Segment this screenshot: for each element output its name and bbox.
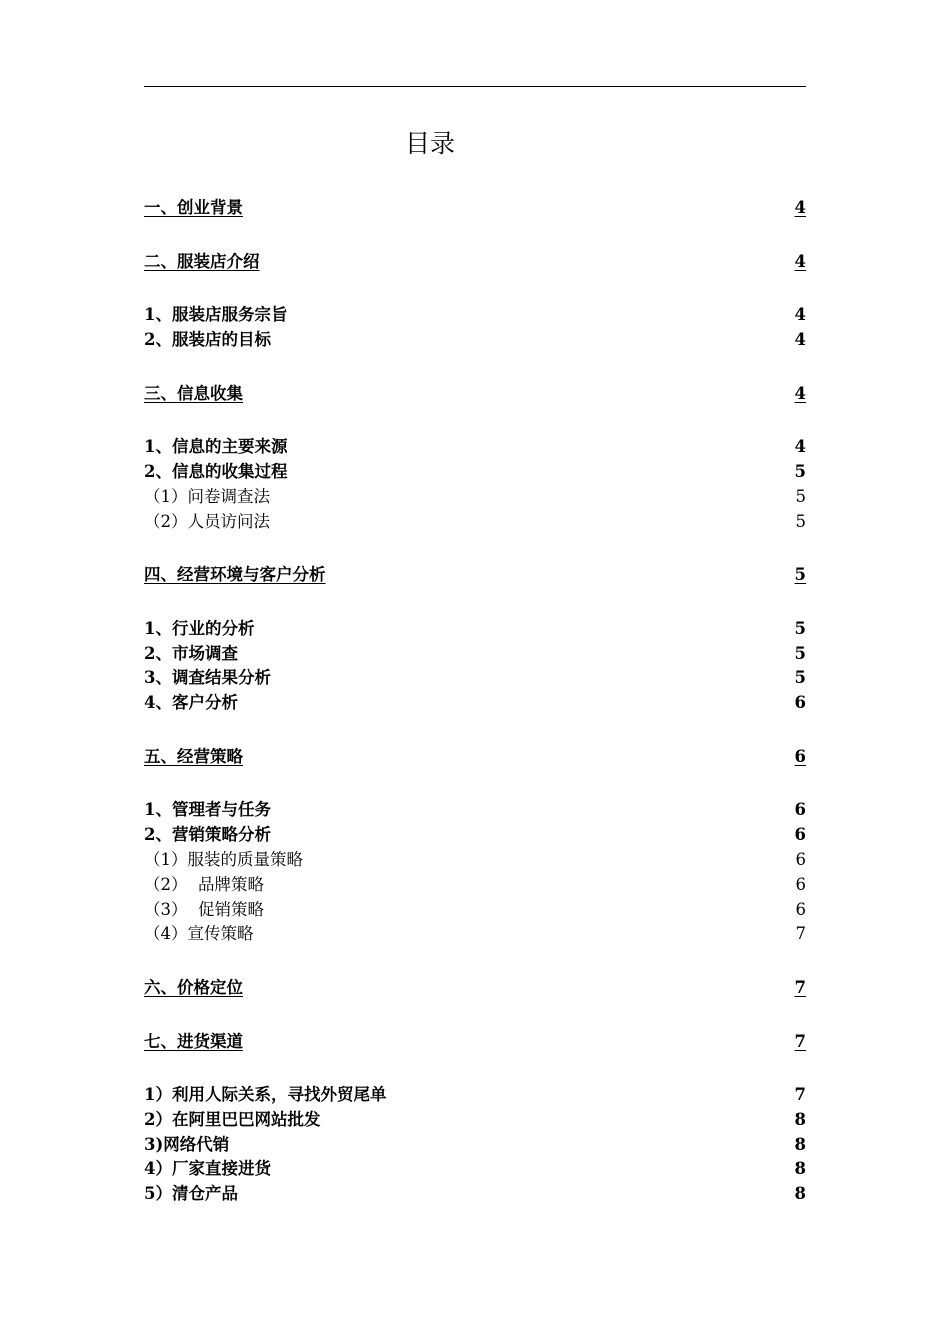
toc-entry-page: 4 [794,383,806,403]
toc-entry-text: （2） 品牌策略 [144,874,264,894]
toc-entry-text: （1）服装的质量策略 [144,849,303,869]
toc-entry-text: 1、行业的分析 [144,618,255,638]
toc-entry-text: 2、营销策略分析 [144,825,271,845]
toc-entry-text: 七、进货渠道 [144,1031,243,1051]
toc-gap [144,221,806,250]
toc-entry[interactable] [144,666,806,691]
toc-entry[interactable] [144,328,806,353]
toc-entry-page: 4 [794,305,806,325]
toc-entry[interactable] [144,745,806,770]
toc-entry-page: 8 [794,1184,806,1204]
toc-entry[interactable] [144,976,806,1001]
toc-entry[interactable] [144,510,806,535]
toc-gap [144,353,806,382]
toc-entry[interactable] [144,250,806,275]
table-of-contents [144,196,806,1207]
toc-entry-page: 8 [794,1134,806,1154]
toc-entry-text: 三、信息收集 [144,383,243,403]
toc-entry-text: 1、服装店服务宗旨 [144,305,288,325]
toc-entry[interactable] [144,848,806,873]
toc-entry[interactable] [144,1083,806,1108]
toc-gap [144,770,806,799]
toc-entry[interactable] [144,563,806,588]
toc-entry-page: 5 [794,643,806,663]
toc-gap [144,406,806,435]
toc-entry-text: 2）在阿里巴巴网站批发 [144,1109,321,1129]
toc-entry-page: 6 [795,874,806,894]
toc-entry-text: 2、服装店的目标 [144,329,271,349]
toc-entry-page: 8 [794,1159,806,1179]
toc-entry-text: 二、服装店介绍 [144,251,260,271]
toc-entry[interactable] [144,823,806,848]
toc-entry[interactable] [144,873,806,898]
toc-entry-page: 5 [795,486,806,506]
toc-entry-text: 1）利用人际关系，寻找外贸尾单 [144,1085,387,1105]
toc-entry-text: 1、管理者与任务 [144,800,271,820]
toc-entry-page: 4 [794,198,806,217]
toc-gap [144,588,806,617]
toc-entry[interactable] [144,1157,806,1182]
toc-entry-text: （4）宣传策略 [144,924,254,944]
toc-entry-text: （2）人员访问法 [144,511,270,531]
toc-entry[interactable] [144,1108,806,1133]
toc-entry[interactable] [144,1182,806,1207]
toc-entry[interactable] [144,303,806,328]
toc-entry-page: 5 [794,668,806,688]
toc-entry-text: 4、客户分析 [144,693,238,713]
toc-gap [144,274,806,303]
toc-entry-text: 3)网络代销 [144,1134,230,1154]
toc-entry-text: 五、经营策略 [144,746,243,766]
toc-entry-page: 5 [794,565,806,585]
toc-entry-text: 3、调查结果分析 [144,668,271,688]
toc-entry[interactable] [144,460,806,485]
toc-entry-page: 5 [795,511,806,531]
toc-entry-page: 4 [794,251,806,271]
toc-gap [144,1001,806,1030]
toc-entry-text: 1、信息的主要来源 [144,437,288,457]
header-rule [144,86,806,87]
toc-entry-page: 4 [794,329,806,349]
toc-entry-page: 6 [794,800,806,820]
toc-entry[interactable] [144,898,806,923]
toc-entry-text: （3） 促销策略 [144,899,264,919]
toc-entry-page: 7 [794,977,806,997]
toc-gap [144,947,806,976]
toc-entry-text: 5）清仓产品 [144,1184,238,1204]
toc-gap [144,716,806,745]
toc-entry[interactable] [144,922,806,947]
toc-entry-text: 四、经营环境与客户分析 [144,565,326,585]
toc-entry[interactable] [144,617,806,642]
toc-entry[interactable] [144,1133,806,1158]
toc-entry-text: 一、创业背景 [144,198,243,217]
toc-entry-page: 6 [795,849,806,869]
toc-entry-text: （1）问卷调查法 [144,486,270,506]
toc-entry-page: 5 [794,461,806,481]
page-title: 目录 [404,129,455,158]
toc-entry-page: 7 [795,924,806,944]
toc-entry-page: 6 [794,693,806,713]
toc-entry[interactable] [144,1030,806,1055]
toc-entry[interactable] [144,485,806,510]
toc-entry-page: 6 [794,746,806,766]
toc-entry-page: 5 [794,618,806,638]
toc-entry[interactable] [144,196,806,221]
toc-gap [144,534,806,563]
toc-entry[interactable] [144,435,806,460]
toc-entry-page: 4 [794,437,806,457]
toc-entry-page: 6 [795,899,806,919]
toc-gap [144,1054,806,1083]
toc-entry-page: 8 [794,1109,806,1129]
toc-entry[interactable] [144,691,806,716]
toc-entry[interactable] [144,642,806,667]
toc-entry[interactable] [144,382,806,407]
toc-entry-page: 6 [794,825,806,845]
toc-entry-text: 六、价格定位 [144,977,243,997]
toc-entry-text: 4）厂家直接进货 [144,1159,271,1179]
toc-entry[interactable] [144,798,806,823]
toc-entry-page: 7 [794,1031,806,1051]
toc-entry-page: 7 [794,1085,806,1105]
toc-entry-text: 2、市场调查 [144,643,238,663]
toc-entry-text: 2、信息的收集过程 [144,461,288,481]
